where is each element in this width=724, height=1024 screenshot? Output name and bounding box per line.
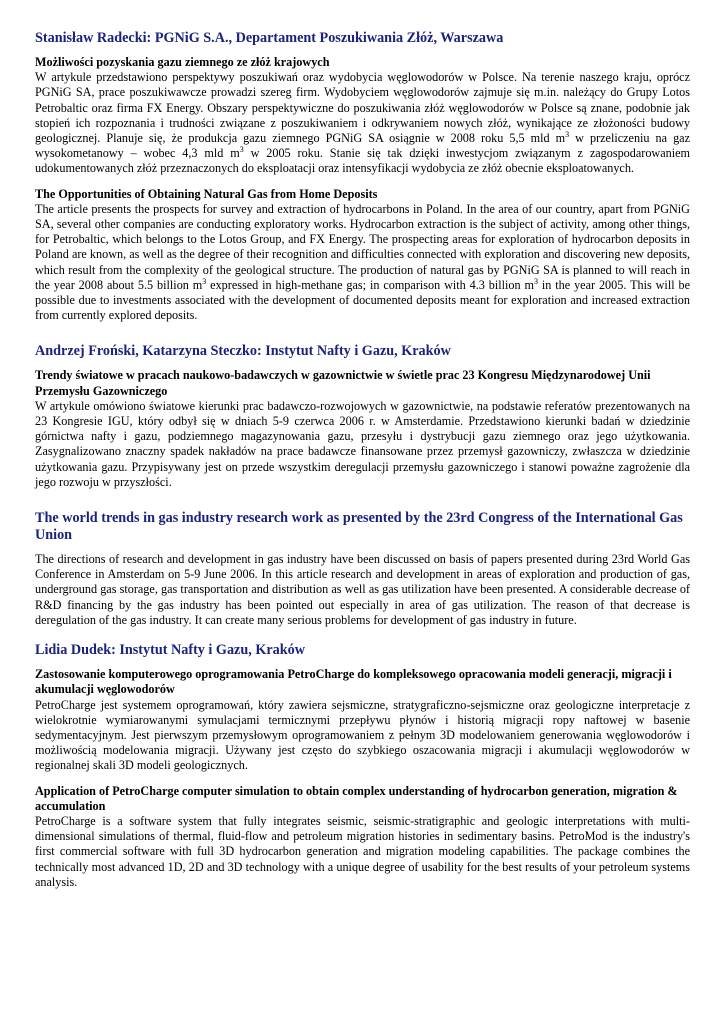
article-title-en: Application of PetroCharge computer simulation to obtain complex understanding of hydrocarbon generation, migration & accumulation [35, 783, 678, 813]
abstract-en: The directions of research and development in gas industry have been discussed on basis of papers presented during 23rd World Gas Conference in Amsterdam on 5-9 June 2006. In this article research and development in areas of exploration and production of gas, underground gas storage, gas transportation and distribution as well as gas utilization have been presented. A considerable decrease of R&D financing by the gas industry has been pointed out especially in area of gas utilization. The reason of that decrease is deregulation of the gas industry. It can create many serious problems for development of gas industry in future. [35, 552, 690, 627]
author-heading: Lidia Dudek: Instytut Nafty i Gazu, Kraków [35, 642, 305, 659]
article-title-pl: Trendy światowe w pracach naukowo-badawczych w gazownictwie w świetle prac 23 Kongresu Międzynarodowej Unii Przemysłu Gazowniczego [35, 368, 651, 398]
article-title-pl: Możliwości pozyskania gazu ziemnego ze złóż krajowych [35, 55, 330, 69]
author-heading: Stanisław Radecki: PGNiG S.A., Departament Poszukiwania Złóż, Warszawa [35, 30, 504, 46]
abstract-pl: W artykule omówiono światowe kierunki prac badawczo-rozwojowych w gazownictwie, na podstawie referatów prezentowanych na 23 Kongresie IGU, który odbył się w dniach 5-9 czerwca 2006 r. w Amsterdamie. Przedstawiono kierunki badań w dziedzinie górnictwa nafty i gazu, podziemnego magazynowania gazu, przesyłu i dystrybucji gazu ziemnego oraz jego użytkowania. Zasygnalizowano znaczny spadek nakładów na prace badawcze finansowane przez przemysł gazowniczy, zwłaszcza w dziedzinie użytkowania gazu. Przypisywany jest on przede wszystkim deregulacji przemysłu gazowniczego i stanowi poważne zagrożenie dla jego rozwoju w przyszłości. [35, 398, 690, 489]
abstract-en: The article presents the prospects for survey and extraction of hydrocarbons in Poland. In the area of our country, apart from PGNiG SA, several other companies are conducting exploratory works. Hydrocarbon extraction is the subject of activity, among other things, for Petrobaltic, which belongs to the Lotos Group, and FX Energy. The prospecting areas for exploration of hydrocarbon deposits in Poland are known, as well as the degree of their recognition and difficulties connected with exploration and discovering new deposits, which result from the complexity of the geological structure. The production of natural gas by PGNiG SA is planned to will reach in the year 2008 about 5.5 billion $m^3$ expressed in high-methane gas; in comparison with 4.3 billion $m^3$ in the year 2005. This will be possible due to investments associated with the development of documented deposits meant for exploration and increased extraction from currently explored deposits. [35, 201, 690, 323]
abstract-pl: W artykule przedstawiono perspektywy poszukiwań oraz wydobycia węglowodorów w Polsce. Na terenie naszego kraju, oprócz PGNiG SA, prace poszukiwawcze prowadzi szereg firm. Wydobyciem węglowodorów zajmuje się m.in. należący do Grupy Lotos Petrobaltic oraz firma FX Energy. Obszary perspektywiczne do poszukiwania złóż węglowodorów w Polsce są znane, podobnie jak stopień ich rozpoznania i trudności związane z poszukiwaniem i odkrywaniem nowych złóż, wynikające ze złożoności budowy geologicznej. Planuje się, że produkcja gazu ziemnego PGNiG SA osiągnie w 2008 roku 5,5 mld $m^3$ w przeliczeniu na gaz wysokometanowy – wobec 4,3 mld $m^3$ w 2005 roku. Stanie się tak dzięki inwestycjom związanym z zagospodarowaniem udokumentowanych złóż przeznaczonych do eksploatacji oraz intensyfikacji wydobycia ze złóż obecnie eksploatowanych. [35, 70, 691, 176]
section-dudek [35, 642, 690, 890]
section-fronski-steczko [35, 343, 690, 628]
abstracts-page [35, 30, 690, 896]
abstract-en: PetroCharge is a software system that fully integrates seismic, seismic-stratigraphic and geologic interpretations with multi-dimensional simulations of thermal, fluid-flow and petroleum migration histories in sedimentary basins. PetroMod is the industry's first commercial software with full 3D hydrocarbon generation and migration modeling capabilities. The package combines the technically most advanced 1D, 2D and 3D technology with a unique degree of usability for the best results of your petroleum systems analysis. [35, 813, 690, 889]
article-title-pl: Zastosowanie komputerowego oprogramowania PetroCharge do kompleksowego opracowania modeli generacji, migracji i akumulacji węglowodorów [35, 667, 672, 697]
author-heading: Andrzej Froński, Katarzyna Steczko: Instytut Nafty i Gazu, Kraków [35, 343, 451, 360]
section-radecki [35, 30, 690, 323]
article-title-en: The world trends in gas industry research work as presented by the 23rd Congress of the International Gas Union [35, 510, 683, 544]
article-title-en: The Opportunities of Obtaining Natural Gas from Home Deposits [35, 186, 378, 201]
abstract-pl: PetroCharge jest systemem oprogramowań, który zawiera sejsmiczne, stratygraficzno-sejsmiczne oraz geologiczne interpretacje z wielokrotnie wymiarowanymi symulacjami termicznymi przepływu płynów i historią migracji ropy naftowej w basenie sedymentacyjnym. Jest pierwszym przemysłowym oprogramowaniem z pełnym 3D modelowaniem generowania węglowodorów i możliwością modelowania migracji. Używany jest często do szybkiego oszacowania migracji i akumulacji węglowodorów w regionalnej skali 3D modeli geologicznych. [35, 697, 690, 773]
